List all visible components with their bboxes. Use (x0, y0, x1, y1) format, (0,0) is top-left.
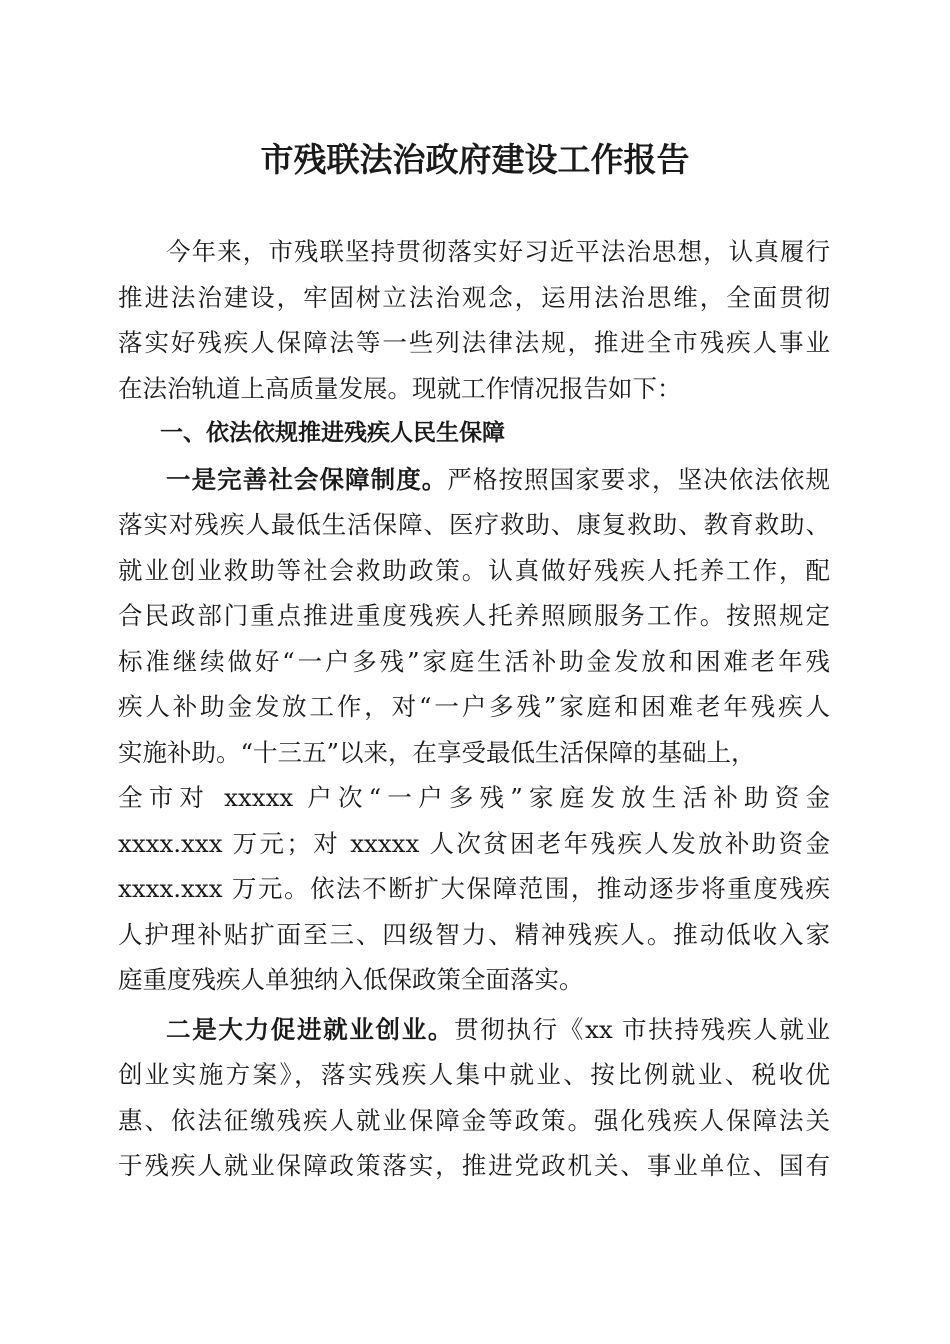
document-body (118, 229, 830, 1189)
intro-line: 在法治轨道上高质量发展。现就工作情况报告如下： (118, 373, 682, 403)
paragraph-text: 贯彻执行《xx 市扶持残疾人就业 (454, 1014, 831, 1044)
paragraph-line: 于残疾人就业保障政策落实，推进党政机关、事业单位、国有 (118, 1151, 830, 1180)
document-title: 市残联法治政府建设工作报告 (260, 140, 690, 179)
section-heading: 一、依法依规推进残疾人民生保障 (160, 420, 505, 446)
paragraph-line: 合民政部门重点推进重度残疾人托养照顾服务工作。按照规定 (118, 601, 830, 630)
paragraph-first-line (118, 457, 830, 503)
paragraph-line: xxxx.xxx 万元；对 xxxxx 人次贫困老年残疾人发放补助资金 (118, 828, 830, 858)
paragraph-lead: 一是完善社会保障制度。 (166, 464, 448, 494)
paragraph-line: 疾人补助金发放工作，对“一户多残”家庭和困难老年残疾人 (118, 692, 830, 721)
paragraph-text: 严格按照国家要求，坚决依法依规 (447, 464, 831, 494)
paragraph-line: 全市对 xxxxx 户次“一户多残”家庭发放生活补助资金 (118, 783, 830, 812)
intro-line: 落实好残疾人保障法等一些列法律法规，推进全市残疾人事业 (118, 328, 830, 357)
paragraph-line: 惠、依法征缴残疾人就业保障金等政策。强化残疾人保障法关 (118, 1105, 830, 1135)
paragraph-first-line (118, 1007, 830, 1053)
paragraph-line: 创业实施方案》，落实残疾人集中就业、按比例就业、税收优 (118, 1060, 830, 1089)
paragraph-line: 就业创业救助等社会救助政策。认真做好残疾人托养工作，配 (118, 555, 830, 585)
paragraph-line: 落实对残疾人最低生活保障、医疗救助、康复救助、教育救助、 (118, 510, 830, 539)
paragraph-line: 标准继续做好“一户多残”家庭生活补助金发放和困难老年残 (118, 646, 830, 676)
paragraph-lead: 二是大力促进就业创业。 (166, 1014, 455, 1044)
intro-line: 推进法治建设，牢固树立法治观念，运用法治思维，全面贯彻 (118, 282, 830, 312)
paragraph-line: 人护理补贴扩面至三、四级智力、精神残疾人。推动低收入家 (118, 919, 830, 949)
paragraph-line: 庭重度残疾人单独纳入低保政策全面落实。 (118, 965, 584, 994)
paragraph-line: xxxx.xxx 万元。依法不断扩大保障范围，推动逐步将重度残疾 (118, 874, 830, 903)
intro-line: 今年来，市残联坚持贯彻落实好习近平法治思想，认真履行 (166, 237, 830, 266)
paragraph-line: 实施补助。“十三五”以来，在享受最低生活保障的基础上， (118, 737, 756, 767)
